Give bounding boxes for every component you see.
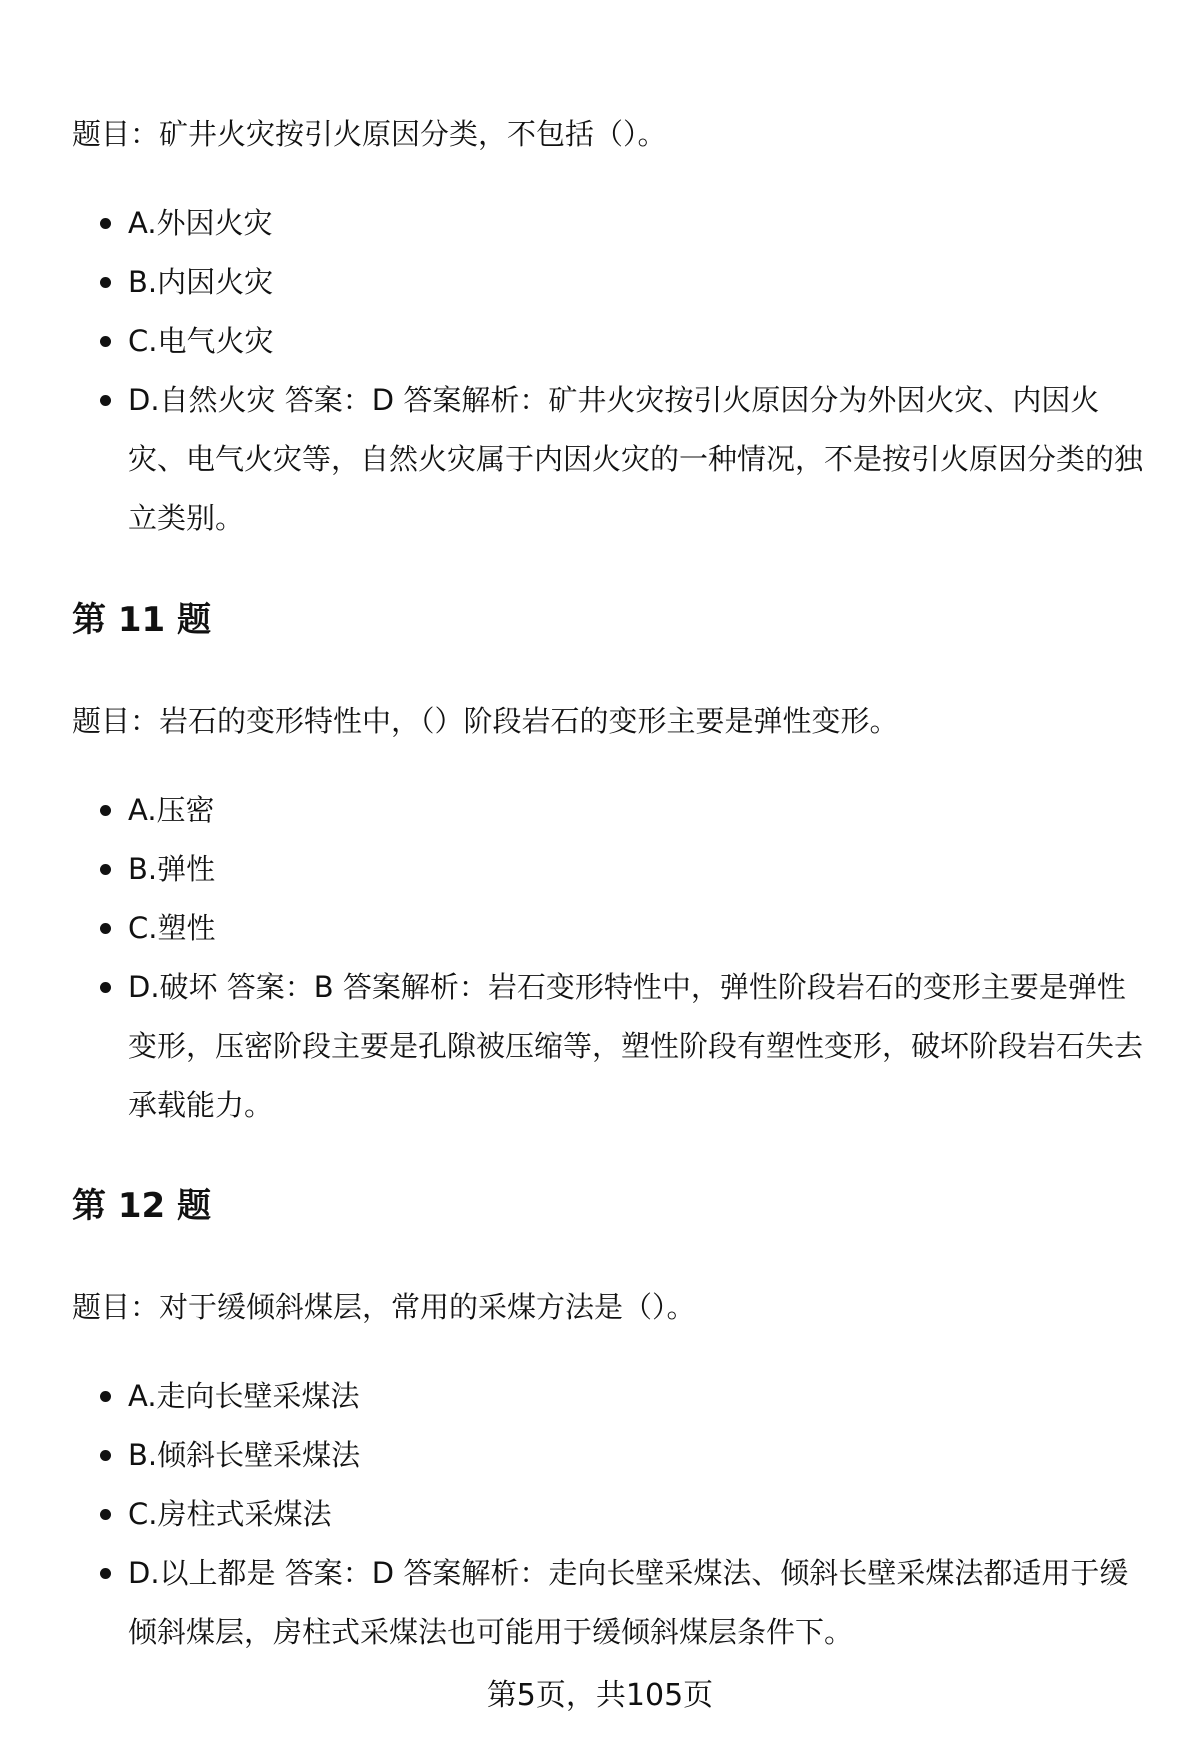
option-c: C.电气火灾: [72, 312, 1152, 371]
question-11-title: 第 11 题: [72, 600, 211, 640]
bullet-icon: [100, 1391, 111, 1402]
option-b: B.倾斜长壁采煤法: [72, 1426, 1152, 1485]
option-b: B.弹性: [72, 840, 1152, 899]
question-10-options: [72, 194, 1152, 548]
question-text: 题目：矿井火灾按引火原因分类，不包括（）。: [72, 117, 667, 151]
question-text: 题目：岩石的变形特性中，（）阶段岩石的变形主要是弹性变形。: [72, 704, 899, 738]
bullet-icon: [100, 1509, 111, 1520]
question-text: 题目：对于缓倾斜煤层，常用的采煤方法是（）。: [72, 1290, 696, 1324]
question-11-options: [72, 781, 1152, 1135]
question-11: [72, 701, 1152, 741]
bullet-icon: [100, 1450, 111, 1461]
question-12-options: [72, 1367, 1152, 1662]
bullet-icon: [100, 336, 111, 347]
bullet-icon: [100, 923, 111, 934]
option-c: C.塑性: [72, 899, 1152, 958]
option-d-answer: D.以上都是 答案：D 答案解析：走向长壁采煤法、倾斜长壁采煤法都适用于缓倾斜煤层，房柱式采煤法也可能用于缓倾斜煤层条件下。: [72, 1544, 1152, 1662]
question-10: [72, 114, 1152, 154]
option-c: C.房柱式采煤法: [72, 1485, 1152, 1544]
option-d-answer: D.破坏 答案：B 答案解析：岩石变形特性中，弹性阶段岩石的变形主要是弹性变形，压密阶段主要是孔隙被压缩等，塑性阶段有塑性变形，破坏阶段岩石失去承载能力。: [72, 958, 1152, 1135]
bullet-icon: [100, 1568, 111, 1579]
option-b: B.内因火灾: [72, 253, 1152, 312]
option-d-answer: D.自然火灾 答案：D 答案解析：矿井火灾按引火原因分为外因火灾、内因火灾、电气火灾等，自然火灾属于内因火灾的一种情况，不是按引火原因分类的独立类别。: [72, 371, 1152, 548]
option-a: A.外因火灾: [72, 194, 1152, 253]
page-footer: 第5页，共105页: [486, 1678, 714, 1713]
bullet-icon: [100, 805, 111, 816]
bullet-icon: [100, 277, 111, 288]
bullet-icon: [100, 864, 111, 875]
option-a: A.压密: [72, 781, 1152, 840]
bullet-icon: [100, 218, 111, 229]
bullet-icon: [100, 395, 111, 406]
option-a: A.走向长壁采煤法: [72, 1367, 1152, 1426]
question-12-title: 第 12 题: [72, 1186, 211, 1226]
bullet-icon: [100, 982, 111, 993]
question-12: [72, 1287, 1152, 1327]
